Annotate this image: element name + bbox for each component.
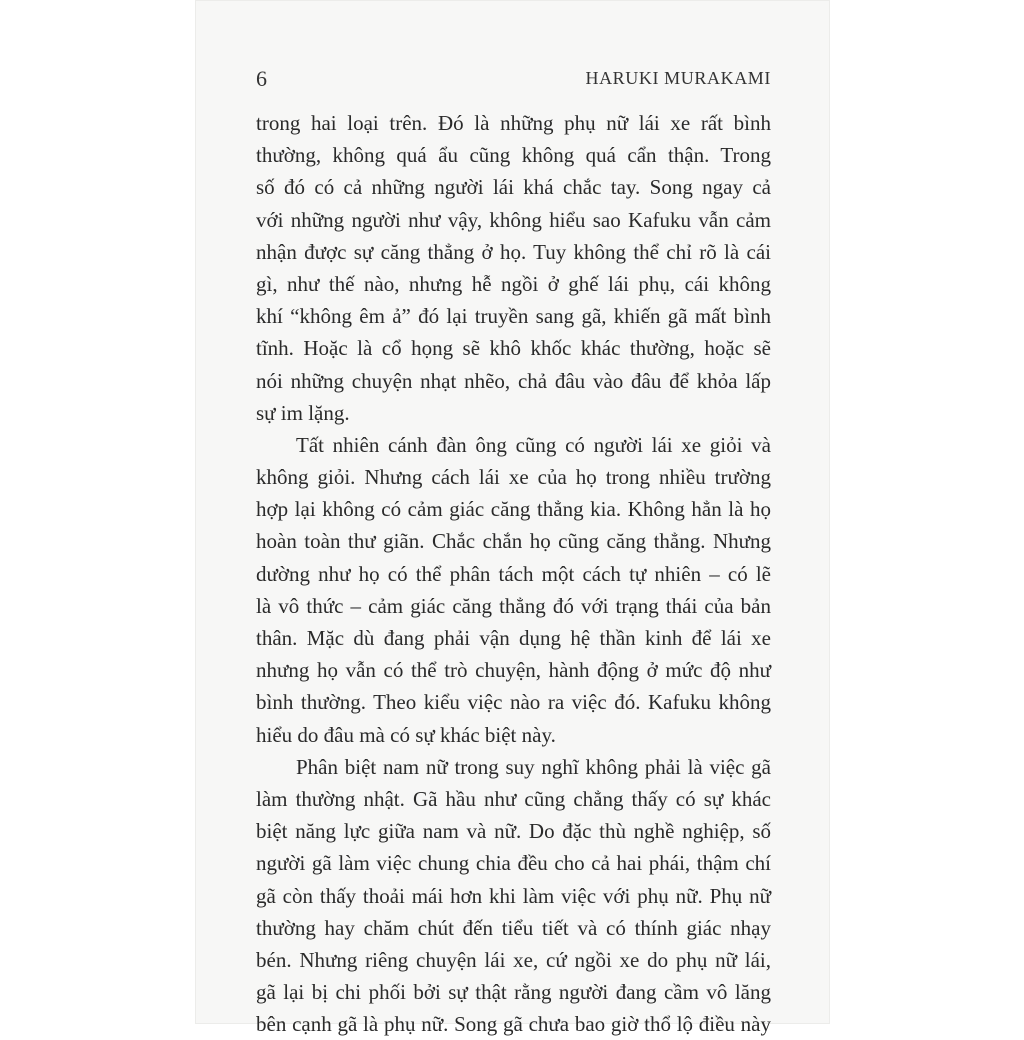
text-line: trong hai loại trên. Đó là những phụ nữ lái xe rất bình xyxy=(256,111,771,135)
text-line: Tất nhiên cánh đàn ông cũng có người lái xe giỏi và xyxy=(296,432,771,457)
text-line: nói những chuyện nhạt nhẽo, chả đâu vào đâu để khỏa lấp xyxy=(256,368,771,393)
text-line: làm thường nhật. Gã hầu như cũng chẳng thấy có sự khác xyxy=(256,786,771,811)
book-page xyxy=(195,0,830,1037)
running-header xyxy=(256,66,771,92)
text-line: thường, không quá ẩu cũng không quá cẩn thận. Trong xyxy=(256,143,771,168)
body-text xyxy=(256,107,771,1040)
text-line: khí “không êm ả” đó lại truyền sang gã, khiến gã mất bình xyxy=(256,304,771,329)
text-line: biệt năng lực giữa nam và nữ. Do đặc thù nghề nghiệp, số xyxy=(256,819,771,844)
page-number: 6 xyxy=(256,66,267,91)
text-line: thân. Mặc dù đang phải vận dụng hệ thần kinh để lái xe xyxy=(256,626,771,650)
text-line: Phân biệt nam nữ trong suy nghĩ không phải là việc gã xyxy=(296,754,771,779)
text-line: dường như họ có thể phân tách một cách tự nhiên – có lẽ xyxy=(256,561,771,586)
text-line: thường hay chăm chút đến tiểu tiết và có thính giác nhạy xyxy=(256,915,771,940)
text-line: tĩnh. Hoặc là cổ họng sẽ khô khốc khác thường, hoặc sẽ xyxy=(256,336,771,361)
text-line: bén. Nhưng riêng chuyện lái xe, cứ ngồi xe do phụ nữ lái, xyxy=(256,947,771,972)
text-line: người gã làm việc chung chia đều cho cả hai phái, thậm chí xyxy=(256,851,771,876)
text-line: hiểu do đâu mà có sự khác biệt này. xyxy=(256,722,556,747)
running-header-author: HARUKI MURAKAMI xyxy=(585,68,771,88)
text-line: gã còn thấy thoải mái hơn khi làm việc với phụ nữ. Phụ nữ xyxy=(256,883,771,908)
text-line: là vô thức – cảm giác căng thẳng đó với trạng thái của bản xyxy=(256,593,771,618)
text-line: gã lại bị chi phối bởi sự thật rằng người đang cầm vô lăng xyxy=(256,980,771,1005)
text-line: hoàn toàn thư giãn. Chắc chắn họ cũng căng thẳng. Nhưng xyxy=(256,529,771,554)
text-line: nhận được sự căng thẳng ở họ. Tuy không thể chỉ rõ là cái xyxy=(256,239,771,264)
text-line: gì, như thế nào, nhưng hễ ngồi ở ghế lái phụ, cái không xyxy=(256,271,771,296)
text-line: bình thường. Theo kiểu việc nào ra việc đó. Kafuku không xyxy=(256,690,771,715)
text-line: bên cạnh gã là phụ nữ. Song gã chưa bao giờ thổ lộ điều này xyxy=(256,1012,771,1037)
text-line: nhưng họ vẫn có thể trò chuyện, hành động ở mức độ như xyxy=(256,658,771,683)
text-line: không giỏi. Nhưng cách lái xe của họ trong nhiều trường xyxy=(256,465,771,490)
text-line: hợp lại không có cảm giác căng thẳng kia. Không hẳn là họ xyxy=(256,497,771,522)
text-line: sự im lặng. xyxy=(256,400,350,425)
text-line: số đó có cả những người lái khá chắc tay. Song ngay cả xyxy=(256,175,771,200)
text-line: với những người như vậy, không hiểu sao Kafuku vẫn cảm xyxy=(256,207,771,232)
